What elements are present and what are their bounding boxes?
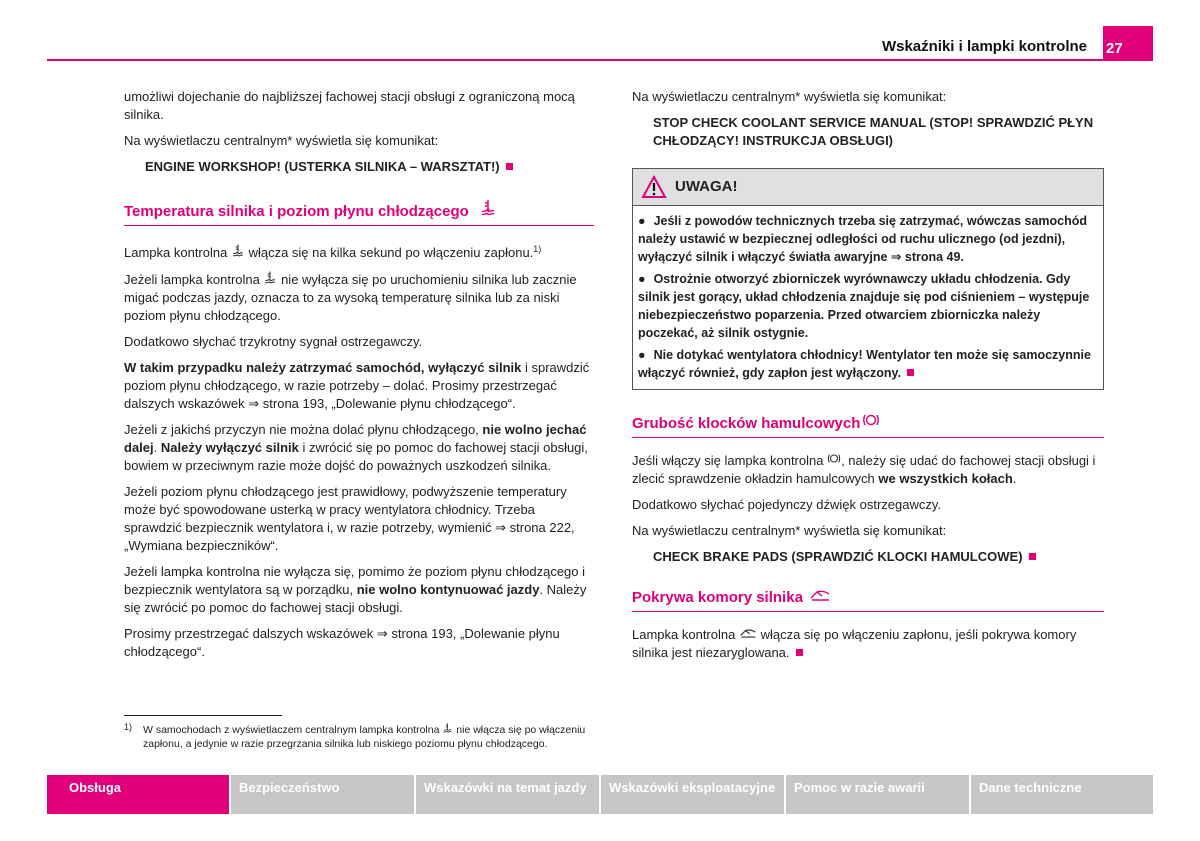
warning-item: ● Jeśli z powodów technicznych trzeba się zatrzymać, wówczas samochód należy ustawić w bezpiecznej odległości od ruchu ulicznego (od jezdni), wyłączyć silnik i włączyć światła awaryjne ⇒ strona 49.: [638, 214, 1088, 264]
brake-pad-icon: [827, 453, 841, 468]
paragraph: Lampka kontrolna włącza się na kilka sekund po włączeniu zapłonu.$^{1)}$: [124, 244, 542, 260]
footnote-mark: 1): [124, 722, 133, 732]
header-rule: [47, 59, 1153, 61]
coolant-temperature-icon: [263, 272, 277, 287]
warning-triangle-icon: [641, 175, 667, 204]
bonnet-icon: [809, 588, 831, 607]
nav-tab-bezpieczenstwo[interactable]: Bezpieczeństwo: [231, 775, 414, 814]
footnote-ref: 1): [533, 244, 542, 254]
paragraph: Jeżeli lampka kontrolna nie wyłącza się, pomimo że poziom płynu chłodzącego i bezpiecznik wentylatora są w porządku, nie wolno kontynuować jazdy. Należy się zwrócić po pomoc do fachowej stacji obsługi.: [124, 564, 587, 615]
bullet-icon: ●: [638, 348, 646, 362]
warning-body: [633, 206, 1103, 389]
bonnet-icon: [739, 627, 757, 642]
coolant-temperature-icon: [442, 724, 453, 736]
brake-pad-icon: [862, 412, 880, 433]
section-heading-coolant: Temperatura silnika i poziom płynu chłodzącego: [124, 198, 594, 226]
page-number: 27: [1106, 40, 1123, 57]
nav-tab-wskazowki-eksploatacyjne[interactable]: Wskazówki eksploatacyjne: [601, 775, 784, 814]
display-message: STOP CHECK COOLANT SERVICE MANUAL (STOP! SPRAWDZIĆ PŁYN CHŁODZĄCY! INSTRUKCJA OBSŁUGI): [653, 115, 1094, 148]
warning-header: [633, 169, 1103, 206]
paragraph: W takim przypadku należy zatrzymać samochód, wyłączyć silnik i sprawdzić poziom płynu chłodzącego, w razie potrzeby – dolać. Prosimy przestrzegać dalszych wskazówek ⇒ strona 193, „Dolewanie płynu chłodzącego“.: [124, 360, 590, 411]
end-marker: [907, 369, 914, 376]
nav-tab-wskazowki-jazdy[interactable]: Wskazówki na temat jazdy: [416, 775, 599, 814]
paragraph: Na wyświetlaczu centralnym* wyświetla się komunikat:: [632, 89, 947, 104]
nav-tab-obsluga[interactable]: Obsługa: [47, 775, 229, 814]
end-marker: [796, 649, 803, 656]
warning-box: [632, 168, 1104, 390]
paragraph: Jeżeli poziom płynu chłodzącego jest prawidłowy, podwyższenie temperatury może być spowodowane usterką w pracy wentylatora chłodnicy. Trzeba sprawdzić bezpiecznik wentylatora i, w razie potrzeby, wymienić ⇒ strona 222, „Wymiana bezpieczników“.: [124, 484, 575, 553]
paragraph: Jeśli włączy się lampka kontrolna , należy się udać do fachowej stacji obsługi i zlecić sprawdzenie okładzin hamulcowych we wszystkich kołach.: [632, 453, 1096, 486]
paragraph: umożliwi dojechanie do najbliższej fachowej stacji obsługi z ograniczoną mocą silnika.: [124, 89, 575, 122]
display-message: ENGINE WORKSHOP! (USTERKA SILNIKA – WARSZTAT!): [124, 158, 594, 176]
bullet-icon: ●: [638, 272, 646, 286]
section-heading-bonnet: Pokrywa komory silnika: [632, 588, 1104, 612]
paragraph: Prosimy przestrzegać dalszych wskazówek ⇒ strona 193, „Dolewanie płynu chłodzącego“.: [124, 626, 560, 659]
section-heading-brake: Grubość klocków hamulcowych: [632, 412, 1104, 438]
paragraph: Jeżeli lampka kontrolna nie wyłącza się po uruchomieniu silnika lub zacznie migać podczas jazdy, oznacza to za wysoką temperaturę silnika lub za niski poziom płynu chłodzącego.: [124, 272, 577, 323]
nav-tab-dane-techniczne[interactable]: Dane techniczne: [971, 775, 1153, 814]
warning-item: ● Ostrożnie otworzyć zbiorniczek wyrównawczy układu chłodzenia. Gdy silnik jest gorący, układ chłodzenia znajduje się pod ciśnieniem – występuje niebezpieczeństwo poparzenia. Przed otwarciem zbiorniczka należy poczekać, aż silnik ostygnie.: [638, 272, 1090, 340]
page-header-title: Wskaźniki i lampki kontrolne: [881, 38, 1087, 55]
nav-tab-pomoc[interactable]: Pomoc w razie awarii: [786, 775, 969, 814]
warning-item: ● Nie dotykać wentylatora chłodnicy! Wentylator ten może się samoczynnie włączyć również, gdy zapłon jest wyłączony.: [638, 348, 1091, 380]
warning-title: UWAGA!: [675, 178, 738, 195]
display-message: CHECK BRAKE PADS (SPRAWDZIĆ KLOCKI HAMULCOWE): [632, 548, 1104, 566]
coolant-temperature-icon: [231, 245, 245, 260]
paragraph: Dodatkowo słychać pojedynczy dźwięk ostrzegawczy.: [632, 497, 942, 512]
paragraph: Na wyświetlaczu centralnym* wyświetla się komunikat:: [124, 133, 439, 148]
paragraph: Na wyświetlaczu centralnym* wyświetla się komunikat:: [632, 523, 947, 538]
left-column: [124, 88, 594, 669]
paragraph: Lampka kontrolna włącza się po włączeniu zapłonu, jeśli pokrywa komory silnika jest niezaryglowana.: [632, 627, 1077, 660]
paragraph: Dodatkowo słychać trzykrotny sygnał ostrzegawczy.: [124, 334, 423, 349]
right-column: [632, 88, 1104, 670]
footnote-rule: [124, 715, 282, 716]
end-marker: [1029, 553, 1036, 560]
end-marker: [506, 163, 513, 170]
bullet-icon: ●: [638, 214, 646, 228]
paragraph: Jeżeli z jakichś przyczyn nie można dolać płynu chłodzącego, nie wolno jechać dalej. Należy wyłączyć silnik i zwrócić się po pomoc do fachowej stacji obsługi, bowiem w przeciwnym razie może dojść do poważnych uszkodzeń silnika.: [124, 422, 588, 473]
footnote: 1) W samochodach z wyświetlaczem centralnym lampka kontrolna nie włącza się po włączeniu zapłonu, a jedynie w razie przegrzania silnika lub niskiego poziomu płynu chłodzącego.: [124, 722, 586, 750]
coolant-temperature-icon: [479, 198, 497, 221]
